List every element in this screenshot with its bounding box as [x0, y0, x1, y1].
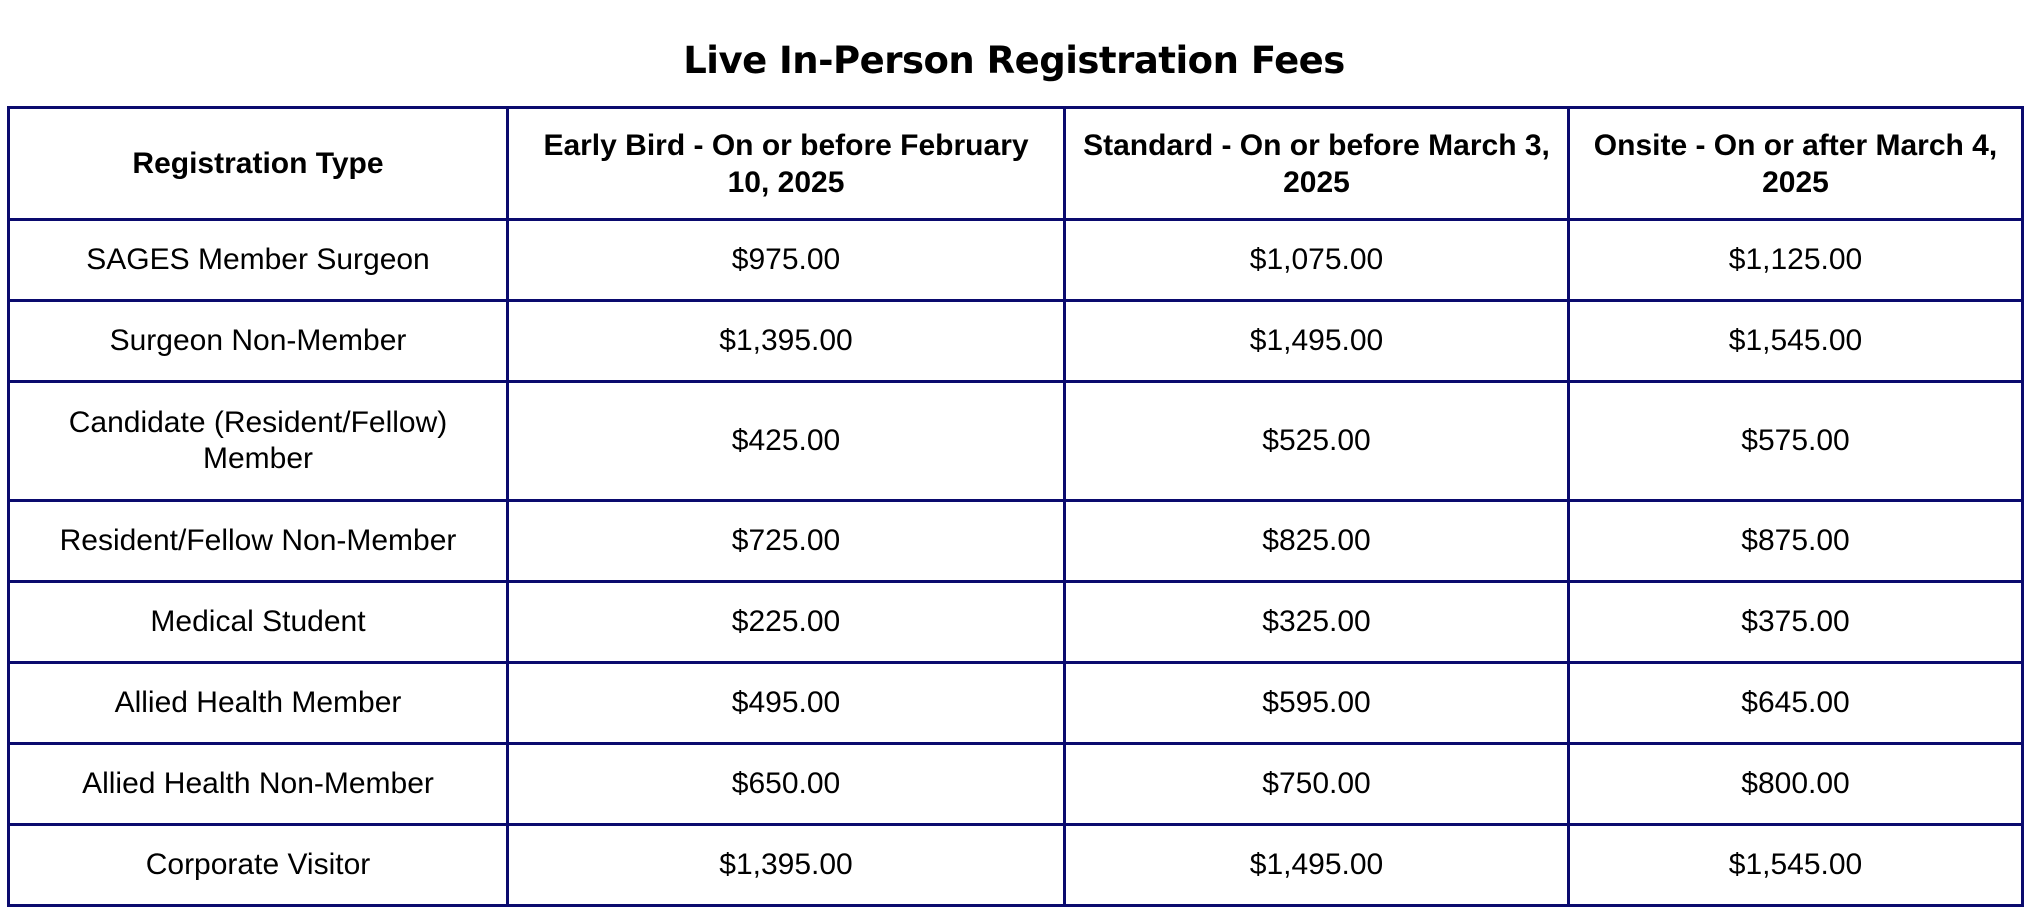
onsite-fee-cell: $1,545.00 — [1569, 825, 2023, 906]
header-registration-type: Registration Type — [9, 108, 508, 220]
early-bird-fee-cell: $650.00 — [508, 744, 1065, 825]
table-row — [9, 501, 2023, 582]
standard-fee-cell: $1,495.00 — [1065, 301, 1569, 382]
table-row — [9, 301, 2023, 382]
early-bird-fee-cell: $495.00 — [508, 663, 1065, 744]
onsite-fee-cell: $1,125.00 — [1569, 220, 2023, 301]
registration-type-cell: Surgeon Non-Member — [9, 301, 508, 382]
page-title: Live In-Person Registration Fees — [683, 39, 1345, 82]
table-row — [9, 382, 2023, 501]
registration-type-cell: Candidate (Resident/Fellow) Member — [9, 382, 508, 501]
early-bird-fee-cell: $425.00 — [508, 382, 1065, 501]
standard-fee-cell: $1,495.00 — [1065, 825, 1569, 906]
early-bird-fee-cell: $225.00 — [508, 582, 1065, 663]
table-row — [9, 663, 2023, 744]
early-bird-fee-cell: $1,395.00 — [508, 301, 1065, 382]
onsite-fee-cell: $375.00 — [1569, 582, 2023, 663]
table-row — [9, 744, 2023, 825]
registration-fees-table — [7, 106, 2024, 907]
standard-fee-cell: $825.00 — [1065, 501, 1569, 582]
registration-type-cell: Allied Health Non-Member — [9, 744, 508, 825]
early-bird-fee-cell: $975.00 — [508, 220, 1065, 301]
registration-type-cell: SAGES Member Surgeon — [9, 220, 508, 301]
header-early-bird: Early Bird - On or before February 10, 2025 — [508, 108, 1065, 220]
onsite-fee-cell: $875.00 — [1569, 501, 2023, 582]
standard-fee-cell: $325.00 — [1065, 582, 1569, 663]
registration-type-cell: Allied Health Member — [9, 663, 508, 744]
table-row — [9, 220, 2023, 301]
early-bird-fee-cell: $725.00 — [508, 501, 1065, 582]
onsite-fee-cell: $800.00 — [1569, 744, 2023, 825]
header-onsite: Onsite - On or after March 4, 2025 — [1569, 108, 2023, 220]
table-header-row — [9, 108, 2023, 220]
early-bird-fee-cell: $1,395.00 — [508, 825, 1065, 906]
standard-fee-cell: $525.00 — [1065, 382, 1569, 501]
standard-fee-cell: $750.00 — [1065, 744, 1569, 825]
standard-fee-cell: $1,075.00 — [1065, 220, 1569, 301]
onsite-fee-cell: $1,545.00 — [1569, 301, 2023, 382]
table-row — [9, 582, 2023, 663]
header-standard: Standard - On or before March 3, 2025 — [1065, 108, 1569, 220]
registration-type-cell: Corporate Visitor — [9, 825, 508, 906]
registration-type-cell: Resident/Fellow Non-Member — [9, 501, 508, 582]
onsite-fee-cell: $575.00 — [1569, 382, 2023, 501]
table-row — [9, 825, 2023, 906]
standard-fee-cell: $595.00 — [1065, 663, 1569, 744]
registration-type-cell: Medical Student — [9, 582, 508, 663]
onsite-fee-cell: $645.00 — [1569, 663, 2023, 744]
